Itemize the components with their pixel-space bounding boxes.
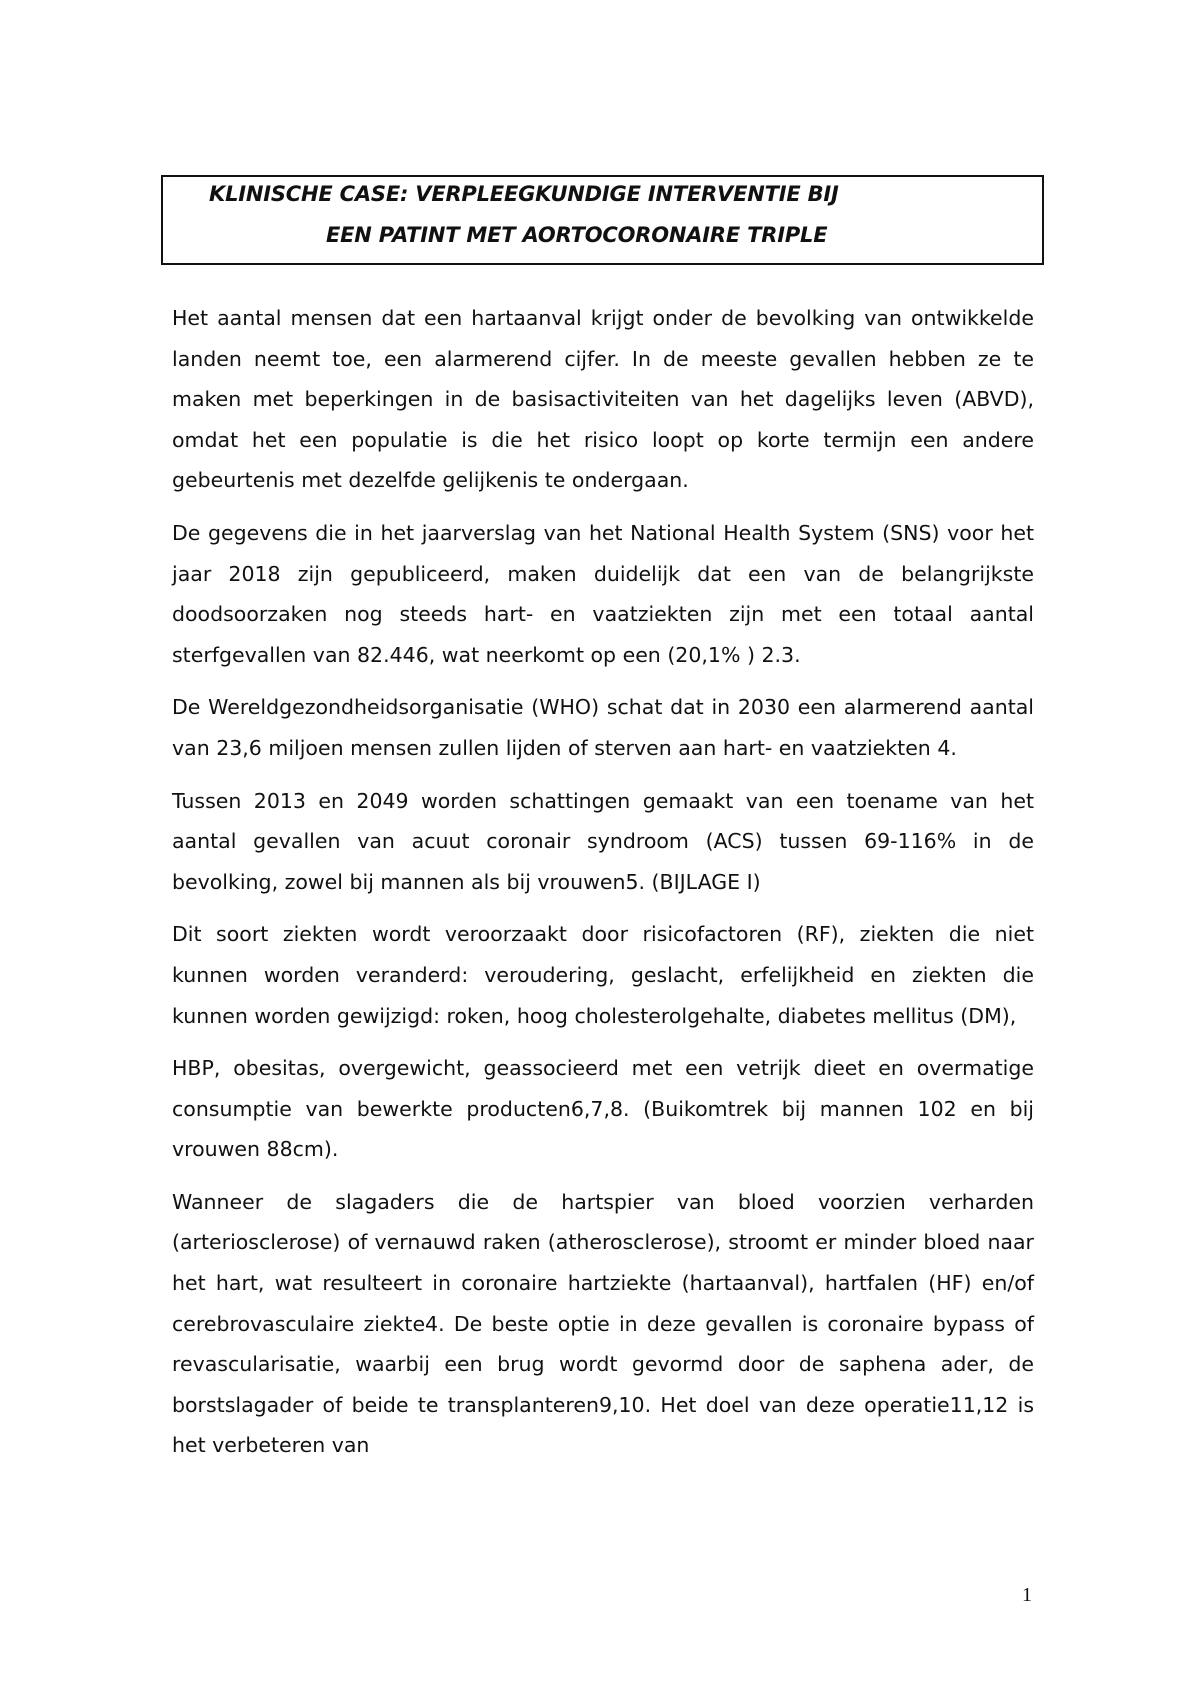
- paragraph-2: De gegevens die in het jaarverslag van het National Health System (SNS) voor het jaar 2018 zijn gepubliceerd, maken duidelijk dat een van de belangrijkste doodsoorzaken nog steeds hart- en vaatziekten zijn met een totaal aantal sterfgevallen van 82.446, wat neerkomt op een (20,1% ) 2.3.: [172, 520, 1034, 667]
- paragraph-1: Het aantal mensen dat een hartaanval krijgt onder de bevolking van ontwikkelde landen neemt toe, een alarmerend cijfer. In de meeste gevallen hebben ze te maken met beperkingen in de basisactiviteiten van het dagelijks leven (ABVD), omdat het een populatie is die het risico loopt op korte termijn een andere gebeurtenis met dezelfde gelijkenis te ondergaan.: [172, 306, 1034, 493]
- title-line-1: KLINISCHE CASE: VERPLEEGKUNDIGE INTERVENTIE BIJ: [209, 182, 839, 206]
- paragraph-7: Wanneer de slagaders die de hartspier van bloed voorzien verharden (arteriosclerose) of vernauwd raken (atherosclerose), stroomt er minder bloed naar het hart, wat resulteert in coronaire hartziekte (hartaanval), hartfalen (HF) en/of cerebrovasculaire ziekte4. De beste optie in deze gevallen is coronaire bypass of revascularisatie, waarbij een brug wordt gevormd door de saphena ader, de borstslagader of beide te transplanteren9,10. Het doel van deze operatie11,12 is het verbeteren van: [172, 1189, 1034, 1458]
- body-text: [172, 298, 1034, 1478]
- paragraph-4: Tussen 2013 en 2049 worden schattingen gemaakt van een toename van het aantal gevallen van acuut coronair syndroom (ACS) tussen 69-116% in de bevolking, zowel bij mannen als bij vrouwen5. (BIJLAGE I): [172, 788, 1034, 894]
- title-line-2: EEN PATINT MET AORTOCORONAIRE TRIPLE: [326, 223, 828, 247]
- paragraph-3: De Wereldgezondheidsorganisatie (WHO) schat dat in 2030 een alarmerend aantal van 23,6 miljoen mensen zullen lijden of sterven aan hart- en vaatziekten 4.: [172, 695, 1034, 760]
- title-box: [161, 175, 1044, 265]
- paragraph-6: HBP, obesitas, overgewicht, geassocieerd met een vetrijk dieet en overmatige consumptie van bewerkte producten6,7,8. (Buikomtrek bij mannen 102 en bij vrouwen 88cm).: [172, 1056, 1034, 1162]
- page-number: 1: [1022, 1584, 1032, 1606]
- paragraph-5: Dit soort ziekten wordt veroorzaakt door risicofactoren (RF), ziekten die niet kunnen worden veranderd: veroudering, geslacht, erfelijkheid en ziekten die kunnen worden gewijzigd: roken, hoog cholesterolgehalte, diabetes mellitus (DM),: [172, 922, 1034, 1028]
